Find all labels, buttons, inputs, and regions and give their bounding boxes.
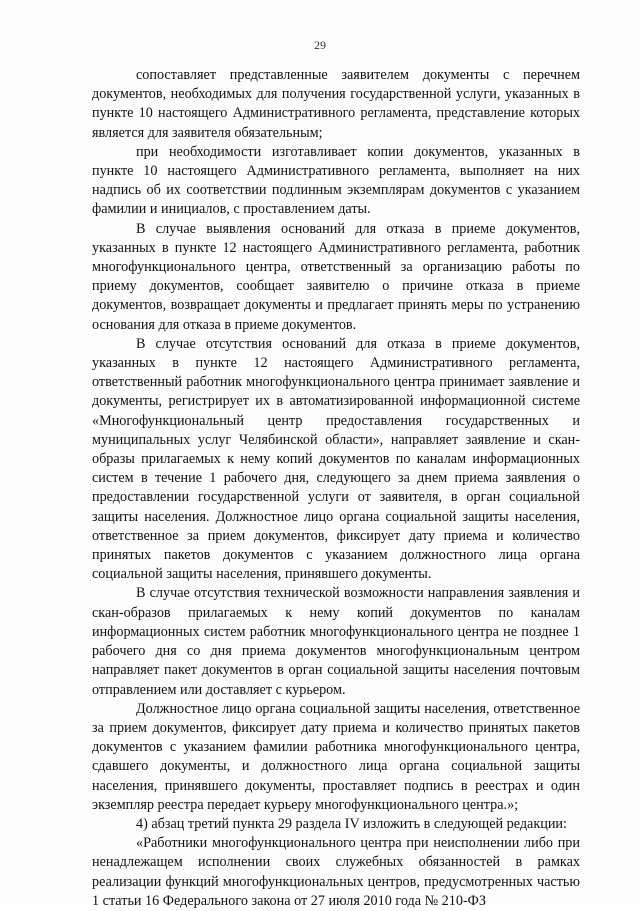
paragraph: В случае отсутствия оснований для отказа в приеме документов, указанных в пункте 12 настоящего Административного регламента, ответственный работник многофункционального центра принимает заявление и документы, регистрирует их в автоматизированной информационной системе «Многофункциональный центр предоставления государственных и муниципальных услуг Челябинской области», направляет заявление и скан-образы прилагаемых к нему копий документов по каналам информационных систем в течение 1 рабочего дня, следующего за днем приема заявления о предоставлении государственной услуги от заявителя, в орган социальной защиты населения. Должностное лицо органа социальной защиты населения, ответственное за прием документов, фиксирует дату приема и количество принятых пакетов документов с указанием должностного лица органа социальной защиты населения, принявшего документы.: [92, 335, 580, 583]
page-number: 29: [314, 38, 326, 52]
document-body: [92, 66, 580, 911]
paragraph: В случае выявления оснований для отказа в приеме документов, указанных в пункте 12 настоящего Административного регламента, работник многофункционального центра, ответственный за организацию работы по приему документов, сообщает заявителю о причине отказа в приеме документов, возвращает документы и предлагает принять меры по устранению основания для отказа в приеме документов.: [92, 220, 580, 333]
paragraph: сопоставляет представленные заявителем документы с перечнем документов, необходимых для получения государственной услуги, указанных в пункте 10 настоящего Административного регламента, представление которых является для заявителя обязательным;: [92, 67, 580, 141]
paragraph: при необходимости изготавливает копии документов, указанных в пункте 10 настоящего Административного регламента, выполняет на них надпись об их соответствии подлинным экземплярам документов с указанием фамилии и инициалов, с проставлением даты.: [92, 143, 580, 218]
paragraph: Должностное лицо органа социальной защиты населения, ответственное за прием документов, фиксирует дату приема и количество принятых пакетов документов с указанием фамилии работника многофункционального центра, сдавшего документы, и должностного лица органа социальной защиты населения, принявшего документы, проставляет подпись в реестрах и один экземпляр реестра передает курьеру многофункционального центра.»;: [92, 700, 580, 813]
paragraph: «Работники многофункционального центра при неисполнении либо при ненадлежащем исполнении своих служебных обязанностей в рамках реализации функций многофункциональных центров, предусмотренных частью 1 статьи 16 Федерального закона от 27 июля 2010 года № 210-ФЗ: [92, 835, 580, 909]
paragraph: В случае отсутствия технической возможности направления заявления и скан-образов прилагаемых к нему копий документов по каналам информационных систем работник многофункционального центра не позднее 1 рабочего дня со дня приема документов многофункциональным центром направляет пакет документов в орган социальной защиты населения почтовым отправлением или доставляет с курьером.: [92, 585, 580, 698]
paragraph: 4) абзац третий пункта 29 раздела IV изложить в следующей редакции:: [136, 815, 567, 832]
